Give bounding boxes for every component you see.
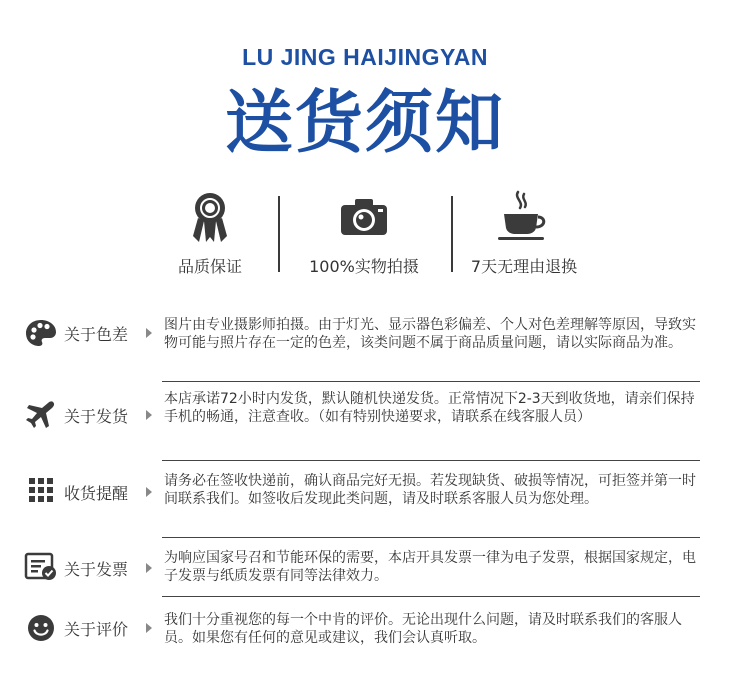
- brand-name: LU JING HAIJINGYAN: [242, 44, 488, 70]
- feature-label: 100%实物拍摄: [309, 257, 419, 276]
- smiley-icon: [24, 611, 58, 645]
- notice-label: 收货提醒: [64, 484, 129, 503]
- airplane-icon: [24, 398, 58, 432]
- palette-icon: [24, 316, 58, 350]
- grid-icon: [24, 473, 58, 507]
- arrow-right-icon: [146, 487, 152, 497]
- arrow-right-icon: [146, 563, 152, 573]
- feature-return: [449, 188, 599, 277]
- page-title: 送货须知: [224, 84, 505, 163]
- medal-ribbon-icon: [135, 188, 285, 246]
- notice-label: 关于色差: [64, 325, 129, 344]
- feature-photo: [289, 188, 439, 277]
- divider: [162, 381, 700, 382]
- arrow-right-icon: [146, 410, 152, 420]
- notice-text: 我们十分重视您的每一个中肯的评价。无论出现什么问题，请及时联系我们的客服人员。如果您有任何的意见或建议，我们会认真听取。: [164, 612, 682, 646]
- divider: [278, 196, 280, 272]
- notice-label: 关于发货: [64, 407, 129, 426]
- feature-label: 7天无理由退换: [470, 257, 578, 276]
- coffee-cup-icon: [449, 188, 599, 246]
- divider: [162, 596, 700, 597]
- arrow-right-icon: [146, 623, 152, 633]
- notice-text: 为响应国家号召和节能环保的需要，本店开具发票一律为电子发票，根据国家规定，电子发票与纸质发票有同等法律效力。: [164, 550, 696, 584]
- feature-label: 品质保证: [177, 257, 242, 276]
- feature-quality: [135, 188, 285, 277]
- notice-label: 关于评价: [64, 620, 129, 639]
- divider: [162, 460, 700, 461]
- camera-icon: [289, 188, 439, 246]
- notice-text: 请务必在签收快递前，确认商品完好无损。若发现缺货、破损等情况，可拒签并第一时间联系我们。如签收后发现此类问题，请及时联系客服人员为您处理。: [164, 473, 696, 507]
- arrow-right-icon: [146, 328, 152, 338]
- notice-text: 图片由专业摄影师拍摄。由于灯光、显示器色彩偏差、个人对色差理解等原因，导致实物可能与照片存在一定的色差，该类问题不属于商品质量问题，请以实际商品为准。: [164, 317, 696, 351]
- notice-label: 关于发票: [64, 560, 129, 579]
- invoice-icon: [24, 550, 58, 584]
- divider: [162, 537, 700, 538]
- notice-text: 本店承诺72小时内发货，默认随机快递发货。正常情况下2-3天到收货地，请亲们保持手机的畅通，注意查收。（如有特别快递要求，请联系在线客服人员）: [164, 391, 695, 425]
